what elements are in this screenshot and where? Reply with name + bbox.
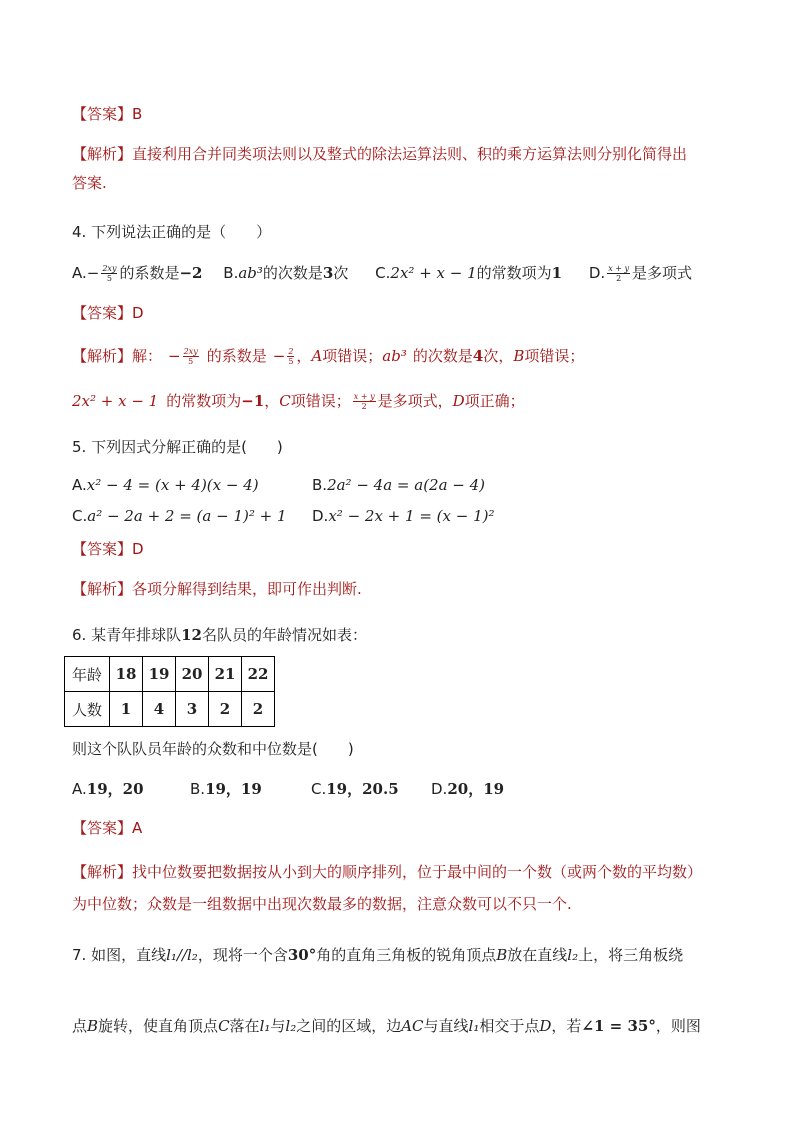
analysis-text: 解： [132,347,163,365]
analysis-text: ， [264,392,280,410]
answer-label: 【答案】 [72,819,133,837]
math-var: C [218,1017,230,1035]
math-expr: 2x² + x − 1 [390,264,477,282]
option-value: 19，19 [205,780,262,798]
math-var: A [311,347,323,365]
table-row [65,657,275,692]
question-text: 之间的区域，边 [296,1017,402,1035]
option-value: 19，20.5 [326,780,399,798]
age-table [64,656,275,727]
option-prefix: C. [311,780,327,798]
q6-option-b [190,778,311,799]
analysis-text: 项错误； [322,347,383,365]
table-cell: 2 [209,692,242,727]
table-cell: 3 [176,692,209,727]
question-text: 点 [72,1017,88,1035]
math-expr: ab³ [382,347,407,365]
analysis-q5 [72,578,362,599]
math-var: l₂ [567,946,579,964]
option-value: 3 [322,264,334,282]
q4-option-d [589,262,692,283]
minus-sign: − [272,347,286,365]
question-text: 放在直线 [507,946,568,964]
math-expr: x² − 2x + 1 = (x − 1)² [328,507,495,525]
option-text: 的次数是 [262,264,323,282]
fraction [183,347,199,366]
q4-stem: 4. 下列说法正确的是（ ） [72,223,272,241]
answer-value: A [132,819,143,837]
question-text: 相交于点 [479,1017,540,1035]
question-text: 落在 [229,1017,260,1035]
math-var: D [539,1017,552,1035]
q5-options-row1 [72,476,485,494]
q4-option-c [375,262,562,283]
answer-label: 【答案】 [72,304,133,322]
answer-q4 [72,302,144,323]
option-prefix: A. [72,476,87,494]
q5-stem: 5. 下列因式分解正确的是( ) [72,438,283,456]
q4-option-a [72,262,203,283]
option-prefix: A. [72,264,87,282]
fraction [353,392,376,411]
option-suffix: 次 [333,264,349,282]
option-prefix: A. [72,780,87,798]
math-expr: a² − 2a + 2 = (a − 1)² + 1 [87,507,287,525]
minus-sign: − [86,264,100,282]
math-value: 30° [287,946,317,964]
answer-q3 [72,103,142,124]
table-cell: 21 [209,657,242,692]
math-value: −1 [241,392,265,410]
fraction-numerator: x + y [353,392,375,401]
table-cell: 19 [143,657,176,692]
question-text: 与 [270,1017,286,1035]
analysis-text: 项错误； [290,392,351,410]
math-var: l₂ [285,1017,297,1035]
analysis-text: 的次数是 [412,347,473,365]
table-row [65,692,275,727]
option-prefix: D. [312,507,329,525]
answer-value: D [132,304,144,322]
q6-question: 则这个队队员年龄的众数和中位数是( ) [72,740,354,758]
q5-options-row2 [72,507,495,525]
analysis-text: 直接利用合并同类项法则以及整式的除法运算法则、积的乘方运算法则分别化简得出 [132,145,688,163]
question-text: 角的直角三角板的锐角顶点 [316,946,497,964]
option-prefix: B. [312,476,328,494]
question-text: 6. 某青年排球队 [72,626,182,644]
fraction-denominator: 2 [616,274,622,283]
option-prefix: C. [72,507,88,525]
q4-options [72,262,692,283]
analysis-q4-line1: 【解析】解： − $\frac{2xy}{5}$ 的系数是 − $\frac{2}{5}$ ，A项错误；ab³ 的次数是4次，B项错误； [72,347,585,366]
math-var: B [496,946,508,964]
fraction [607,264,630,283]
table-cell: 1 [110,692,143,727]
analysis-q3-line1 [72,143,687,164]
q5-option-d [312,507,495,525]
question-text: 上，将三角板绕 [578,946,684,964]
question-text: ，则图 [655,1017,701,1035]
question-text: 旋转，使直角顶点 [98,1017,219,1035]
option-prefix: B. [190,780,206,798]
math-var: D [452,392,465,410]
math-var: C [279,392,291,410]
option-text: 是多项式 [632,264,693,282]
minus-sign: − [168,347,181,365]
analysis-q6-line1 [72,861,702,882]
analysis-text: 是多项式， [377,392,453,410]
q6-options [72,778,504,799]
q6-option-d [431,778,504,799]
answer-label: 【答案】 [72,540,133,558]
answer-q5 [72,538,144,559]
fraction [287,347,294,366]
analysis-q4-line2 [72,390,525,411]
math-var: AC [401,1017,424,1035]
analysis-text: 的常数项为 [166,392,242,410]
option-value: −2 [179,264,203,282]
table-cell: 2 [242,692,275,727]
q5-option-a [72,476,312,494]
math-var: l₁ [468,1017,480,1035]
option-text: 的常数项为 [476,264,552,282]
analysis-q3-line2: 答案. [72,174,107,192]
analysis-text: 次， [483,347,514,365]
math-var: l₁ [259,1017,271,1035]
fraction-numerator: 2xy [183,347,198,356]
fraction-numerator: x + y [608,264,630,273]
fraction [101,264,117,283]
math-expr: ∠1 = 35° [581,1017,656,1035]
option-prefix: D. [588,264,606,282]
table-cell: 4 [143,692,176,727]
math-expr: ab³ [238,264,263,282]
option-value: 1 [551,264,563,282]
analysis-label: 【解析】 [72,347,133,365]
option-prefix: C. [375,264,391,282]
question-text: 与直线 [423,1017,469,1035]
fraction-numerator: 2 [288,347,294,356]
math-expr: 2x² + x − 1 [72,392,159,410]
math-var: B [87,1017,99,1035]
q7-line1 [72,944,683,965]
q6-option-a [72,778,190,799]
math-value: 4 [472,347,484,365]
answer-value: D [132,540,144,558]
option-value: 20，19 [447,780,505,798]
fraction-denominator: 5 [288,357,294,366]
answer-q6 [72,817,142,838]
table-cell: 18 [110,657,143,692]
q4-option-b [223,262,348,283]
table-header-cell: 人数 [65,692,110,727]
analysis-label: 【解析】 [72,580,133,598]
analysis-text: 各项分解得到结果，即可作出判断. [132,580,362,598]
math-var: B [513,347,525,365]
analysis-text: 项错误； [524,347,585,365]
math-value: 12 [181,626,202,644]
math-expr: 2a² − 4a = a(2a − 4) [327,476,486,494]
q6-option-c [311,778,431,799]
table-cell: 22 [242,657,275,692]
analysis-label: 【解析】 [72,863,133,881]
fraction-denominator: 5 [106,274,112,283]
question-text: 7. 如图，直线 [72,946,167,964]
analysis-q6-line2: 为中位数；众数是一组数据中出现次数最多的数据，注意众数可以不只一个. [72,895,572,913]
table-cell: 20 [176,657,209,692]
analysis-text: 项正确； [464,392,525,410]
answer-value: B [132,105,143,123]
question-text: ，现将一个含 [197,946,288,964]
q5-option-c [72,507,312,525]
question-text: ，若 [551,1017,582,1035]
math-expr: l₁//l₂ [166,946,198,964]
fraction-denominator: 2 [361,402,367,411]
option-text: 的系数是 [119,264,180,282]
q6-stem [72,624,367,645]
q7-line2 [72,1015,701,1036]
fraction-numerator: 2xy [102,264,117,273]
q5-option-b [312,476,485,494]
option-value: 19，20 [86,780,144,798]
math-expr: x² − 4 = (x + 4)(x − 4) [86,476,259,494]
table-header-cell: 年龄 [65,657,110,692]
option-prefix: D. [431,780,448,798]
question-text: 名队员的年龄情况如表： [201,626,367,644]
option-prefix: B. [223,264,239,282]
fraction-denominator: 5 [188,357,194,366]
analysis-text: 找中位数要把数据按从小到大的顺序排列，位于最中间的一个数（或两个数的平均数） [132,863,703,881]
analysis-text: 的系数是 [206,347,267,365]
analysis-label: 【解析】 [72,145,133,163]
answer-label: 【答案】 [72,105,133,123]
